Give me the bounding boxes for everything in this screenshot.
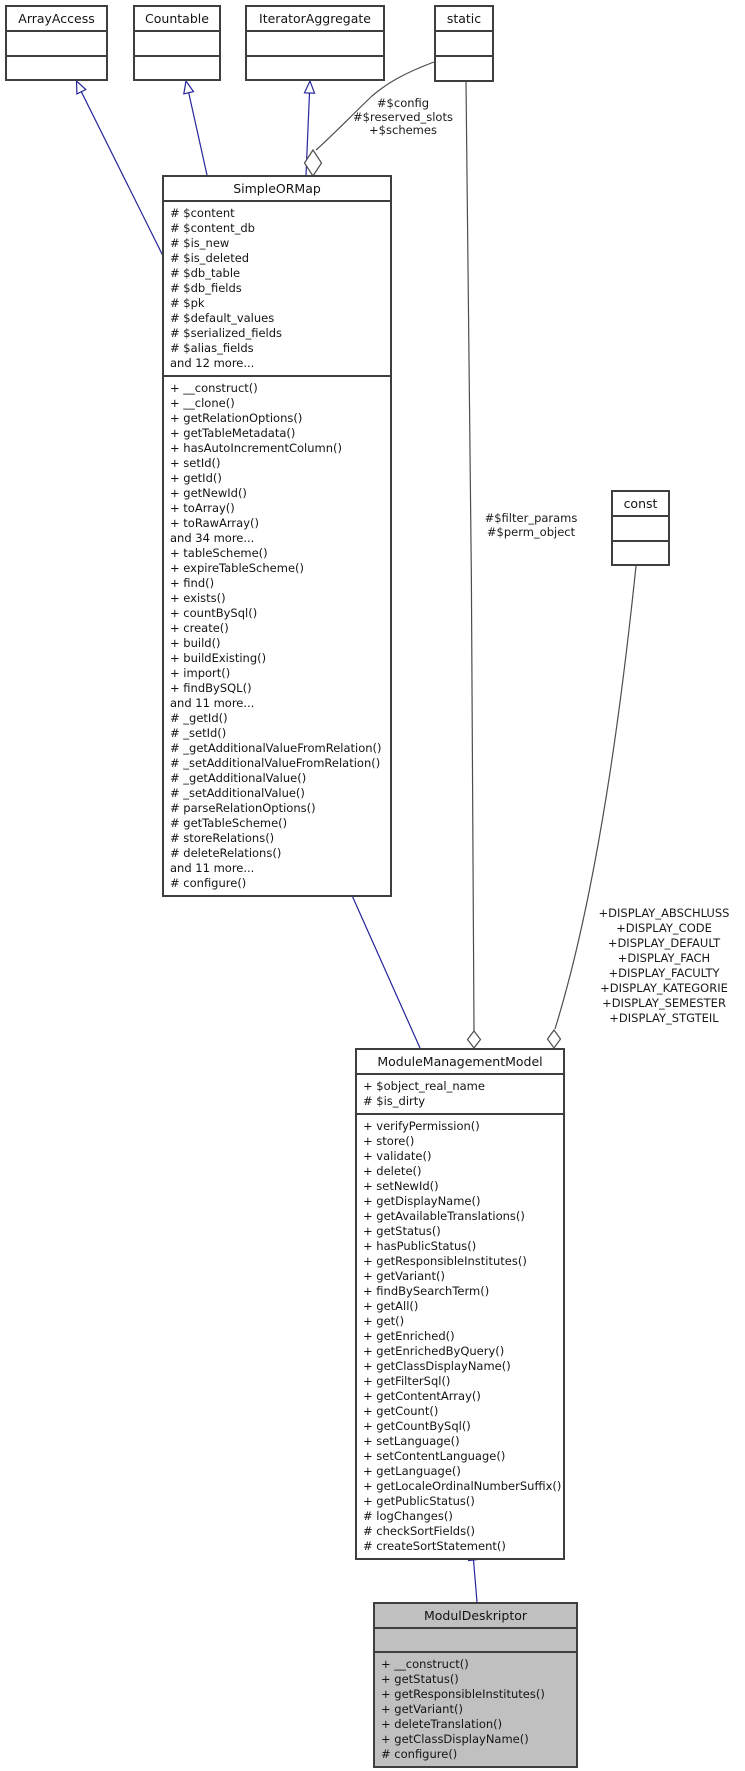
method-row: + setId(): [170, 456, 221, 470]
class-node-arrayaccess[interactable]: [5, 5, 108, 81]
attribute-row: + $object_real_name: [363, 1079, 485, 1093]
methods-section: [375, 1651, 576, 1766]
class-node-const[interactable]: [611, 490, 670, 566]
method-row: + getDisplayName(): [363, 1194, 481, 1208]
attribute-row: # $db_fields: [170, 281, 242, 295]
class-node-moduldeskriptor[interactable]: [373, 1602, 578, 1768]
method-row: # _getId(): [170, 711, 228, 725]
method-row: + findBySearchTerm(): [363, 1284, 490, 1298]
method-row: + build(): [170, 636, 221, 650]
method-row: + store(): [363, 1134, 415, 1148]
method-row: # createSortStatement(): [363, 1539, 506, 1553]
attributes-section: [375, 1629, 576, 1651]
attribute-row: # $alias_fields: [170, 341, 254, 355]
method-row: + find(): [170, 576, 215, 590]
class-node-countable[interactable]: [133, 5, 221, 81]
attribute-row: # $serialized_fields: [170, 326, 283, 340]
method-row: + buildExisting(): [170, 651, 267, 665]
method-row: + getStatus(): [363, 1224, 441, 1238]
methods-section: [357, 1113, 563, 1558]
method-row: + getTableMetadata(): [170, 426, 296, 440]
methods-section: [247, 55, 383, 80]
attribute-row: # $is_dirty: [363, 1094, 426, 1108]
methods-section: [613, 540, 668, 565]
attributes-section: [613, 517, 668, 540]
method-row: + toRawArray(): [170, 516, 259, 530]
method-row: # parseRelationOptions(): [170, 801, 316, 815]
method-row: + getVariant(): [363, 1269, 445, 1283]
class-title: SimpleORMap: [164, 177, 390, 202]
method-row: + validate(): [363, 1149, 432, 1163]
edge-label-static-modulemanagementmodel: [451, 512, 611, 539]
method-row: + getVariant(): [381, 1702, 463, 1716]
method-row: + delete(): [363, 1164, 422, 1178]
method-row: + hasPublicStatus(): [363, 1239, 477, 1253]
attribute-row: # $content_db: [170, 221, 255, 235]
method-row: + getAvailableTranslations(): [363, 1209, 525, 1223]
attribute-row: # $db_table: [170, 266, 241, 280]
method-row: + getContentArray(): [363, 1389, 481, 1403]
method-row: + getRelationOptions(): [170, 411, 303, 425]
inheritance-edge-modulemanagementmodel-simpleormap: [346, 882, 420, 1048]
methods-section: [164, 375, 390, 895]
attribute-row: # $default_values: [170, 311, 275, 325]
method-row: + getClassDisplayName(): [363, 1359, 511, 1373]
methods-section: [7, 55, 106, 80]
edge-label-line: +DISPLAY_SEMESTER: [602, 996, 726, 1010]
method-row: # logChanges(): [363, 1509, 453, 1523]
method-row: and 34 more...: [170, 531, 255, 545]
method-row: # _setAdditionalValueFromRelation(): [170, 756, 381, 770]
class-title: ModulDeskriptor: [375, 1604, 576, 1629]
attributes-section: [436, 32, 492, 55]
method-row: + getResponsibleInstitutes(): [381, 1687, 545, 1701]
method-row: + setContentLanguage(): [363, 1449, 506, 1463]
method-row: + getPublicStatus(): [363, 1494, 475, 1508]
attribute-row: and 12 more...: [170, 356, 255, 370]
attributes-section: [164, 202, 390, 375]
edge-label-line: +DISPLAY_KATEGORIE: [600, 981, 728, 995]
attribute-row: # $is_new: [170, 236, 230, 250]
edge-label-line: +DISPLAY_CODE: [616, 921, 712, 935]
method-row: + getClassDisplayName(): [381, 1732, 529, 1746]
edge-label-static-simpleormap: [323, 97, 483, 138]
class-title: static: [436, 7, 492, 32]
method-row: + setNewId(): [363, 1179, 439, 1193]
aggregation-edge-static-modulemanagementmodel: [466, 82, 481, 1048]
method-row: # deleteRelations(): [170, 846, 282, 860]
methods-section: [135, 55, 219, 80]
method-row: + create(): [170, 621, 229, 635]
attributes-section: [7, 32, 106, 55]
method-row: + getFilterSql(): [363, 1374, 451, 1388]
method-row: + getStatus(): [381, 1672, 459, 1686]
method-row: + hasAutoIncrementColumn(): [170, 441, 342, 455]
class-node-simpleormap[interactable]: [162, 175, 392, 897]
method-row: + getNewId(): [170, 486, 247, 500]
methods-section: [436, 55, 492, 80]
method-row: and 11 more...: [170, 696, 255, 710]
method-row: # _getAdditionalValueFromRelation(): [170, 741, 382, 755]
edge-label-const-modulemanagementmodel: [584, 906, 744, 1026]
edge-label-line: +DISPLAY_ABSCHLUSS: [598, 906, 730, 920]
method-row: # _getAdditionalValue(): [170, 771, 307, 785]
edge-label-line: +DISPLAY_FACULTY: [608, 966, 720, 980]
method-row: # _setId(): [170, 726, 227, 740]
edge-label-line: +DISPLAY_FACH: [617, 951, 711, 965]
method-row: + getLocaleOrdinalNumberSuffix(): [363, 1479, 562, 1493]
edge-label-line: #$reserved_slots: [353, 109, 453, 124]
method-row: + getCountBySql(): [363, 1419, 471, 1433]
class-title: ModuleManagementModel: [357, 1050, 563, 1075]
attributes-section: [247, 32, 383, 55]
method-row: + getAll(): [363, 1299, 419, 1313]
class-title: const: [613, 492, 668, 517]
method-row: + __clone(): [170, 396, 235, 410]
method-row: + exists(): [170, 591, 226, 605]
method-row: + getId(): [170, 471, 222, 485]
method-row: + expireTableScheme(): [170, 561, 304, 575]
method-row: # _setAdditionalValue(): [170, 786, 305, 800]
method-row: # configure(): [170, 876, 247, 890]
method-row: + toArray(): [170, 501, 235, 515]
attribute-row: # $is_deleted: [170, 251, 250, 265]
edge-label-line: +DISPLAY_STGTEIL: [609, 1011, 719, 1025]
method-row: + verifyPermission(): [363, 1119, 480, 1133]
edge-label-line: +DISPLAY_DEFAULT: [607, 936, 721, 950]
method-row: + getResponsibleInstitutes(): [363, 1254, 527, 1268]
inheritance-edge-simpleormap-arrayaccess: [77, 81, 167, 262]
inheritance-edge-simpleormap-countable: [184, 81, 207, 175]
method-row: + countBySql(): [170, 606, 258, 620]
attributes-section: [135, 32, 219, 55]
edge-label-line: #$filter_params: [484, 511, 578, 525]
method-row: + getCount(): [363, 1404, 439, 1418]
method-row: + getEnrichedByQuery(): [363, 1344, 505, 1358]
class-title: Countable: [135, 7, 219, 32]
edge-label-line: +$schemes: [369, 123, 437, 137]
method-row: # storeRelations(): [170, 831, 275, 845]
class-title: IteratorAggregate: [247, 7, 383, 32]
class-title: ArrayAccess: [7, 7, 106, 32]
attribute-row: # $pk: [170, 296, 205, 310]
method-row: + findBySQL(): [170, 681, 252, 695]
class-node-iteratoraggregate[interactable]: [245, 5, 385, 81]
method-row: # getTableScheme(): [170, 816, 288, 830]
method-row: # checkSortFields(): [363, 1524, 476, 1538]
method-row: # configure(): [381, 1747, 458, 1761]
method-row: and 11 more...: [170, 861, 255, 875]
method-row: + tableScheme(): [170, 546, 268, 560]
class-node-modulemanagementmodel[interactable]: [355, 1048, 565, 1560]
class-node-static[interactable]: [434, 5, 494, 82]
method-row: + __construct(): [381, 1657, 469, 1671]
method-row: + getEnriched(): [363, 1329, 455, 1343]
method-row: + setLanguage(): [363, 1434, 460, 1448]
attributes-section: [357, 1075, 563, 1113]
attribute-row: # $content: [170, 206, 235, 220]
method-row: + get(): [363, 1314, 405, 1328]
edge-label-line: #$config: [376, 96, 430, 110]
method-row: + getLanguage(): [363, 1464, 461, 1478]
method-row: + import(): [170, 666, 231, 680]
method-row: + __construct(): [170, 381, 258, 395]
edge-label-line: #$perm_object: [486, 524, 576, 539]
method-row: + deleteTranslation(): [381, 1717, 503, 1731]
